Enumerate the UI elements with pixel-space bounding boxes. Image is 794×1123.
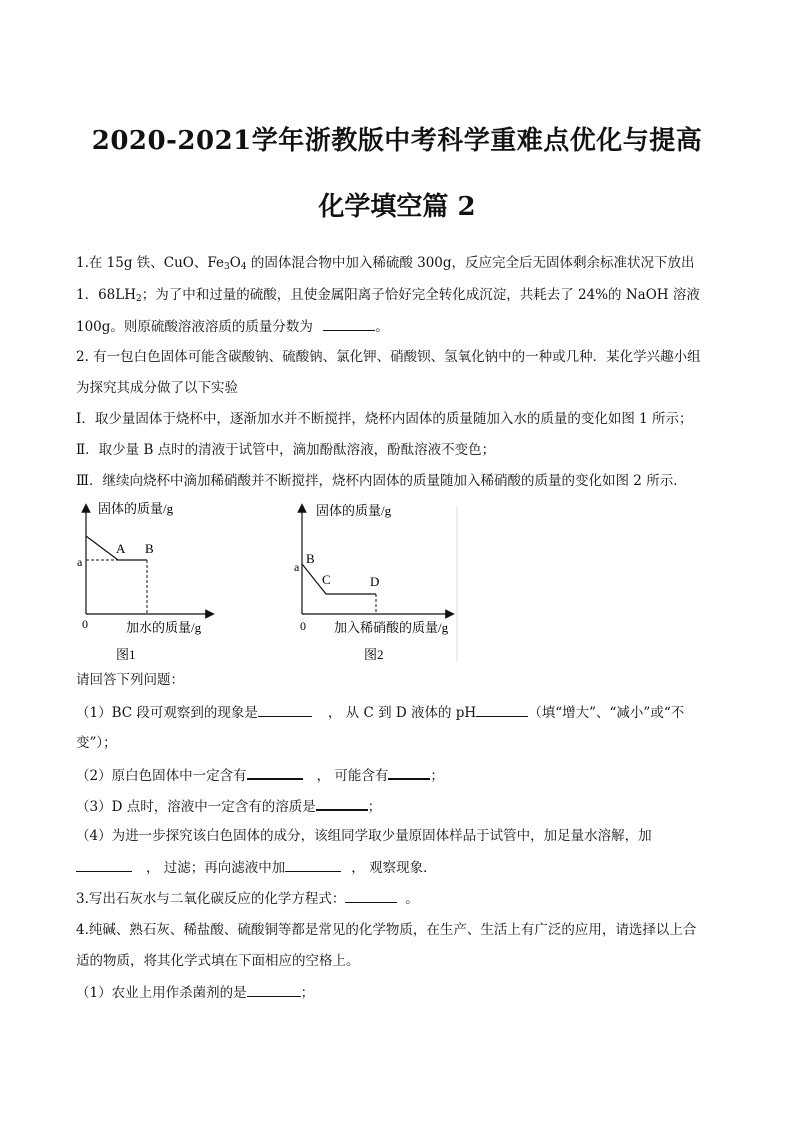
q1-line3 [76, 316, 389, 337]
answer-blank[interactable] [285, 857, 341, 872]
fig2-point-C: C [322, 572, 331, 587]
fig1-origin: 0 [82, 617, 88, 631]
q2-text: ； [367, 799, 382, 815]
document-title-line1: 2020-2021学年浙教版中考科学重难点优化与提高 [91, 126, 703, 156]
fig1-point-B: B [145, 541, 154, 556]
q2-step2: Ⅱ．取少量 B 点时的清液于试管中，滴加酚酞溶液，酚酞溶液不变色； [76, 442, 496, 458]
fig2-curve [302, 564, 376, 594]
q2-line2: 为探究其成分做了以下实验 [76, 380, 238, 396]
q1-text: 100g。则原硫酸溶液溶质的质量分数为 [76, 319, 313, 335]
q2-sub3 [76, 795, 381, 817]
fig2-ylabel: 固体的质量/g [316, 503, 392, 518]
answer-blank[interactable] [388, 764, 430, 780]
fig2-a-label: a [294, 560, 300, 574]
answer-blank[interactable] [476, 702, 528, 717]
document-title-line2: 化学填空篇 2 [318, 192, 476, 222]
fig1-point-A: A [116, 541, 126, 556]
q4-sub1 [76, 982, 314, 1003]
q1-text: 1．68LH [76, 287, 137, 303]
q2-sub4-line1: （4）为进一步探究该白色固体的成分，该组同学取少量原固体样品于试管中，加足量水溶解，加 [76, 828, 652, 844]
figure-2 [290, 496, 465, 666]
q1-line2 [76, 285, 700, 309]
q2-text: （2）原白色固体中一定含有 [76, 768, 247, 784]
answer-blank[interactable] [323, 316, 375, 331]
q2-text: ， 从 C 到 D 液体的 pH [327, 705, 477, 721]
q2-text: ， 过滤；再向滤液中加 [146, 860, 286, 876]
fig1-xlabel: 加水的质量/g [126, 620, 202, 635]
q1-text: 的固体混合物中加入稀硫酸 300g，反应完全后无固体剩余标准状况下放出 [246, 255, 695, 271]
q2-text: ， 可能含有 [316, 768, 389, 784]
answer-blank[interactable] [258, 702, 312, 717]
figure-1 [70, 496, 230, 666]
answer-blank[interactable] [345, 888, 397, 903]
q4-line2: 适的物质，将其化学式填在下面相应的空格上。 [76, 953, 360, 969]
q1-text: ；为了中和过量的硫酸，且使金属阳离子恰好完全转化成沉淀，共耗去了 24%的 NaOH 溶液 [141, 287, 700, 303]
fig2-caption: 图2 [364, 647, 384, 662]
q2-step1: Ⅰ．取少量固体于烧杯中，逐渐加水并不断搅拌，烧杯内固体的质量随加入水的质量的变化如图 1 所示； [76, 411, 693, 427]
q4-text: （1）农业上用作杀菌剂的是 [76, 985, 247, 1001]
fig2-xlabel: 加入稀硝酸的质量/g [334, 620, 449, 635]
q1-text: O [229, 255, 241, 271]
fig1-ylabel: 固体的质量/g [98, 501, 174, 516]
q3-text: 。 [405, 891, 419, 907]
answer-blank[interactable] [316, 795, 368, 811]
q2-sub4-line2 [76, 857, 437, 878]
q2-sub1-line1 [76, 702, 684, 723]
q2-prompt: 请回答下列问题： [76, 672, 184, 688]
q2-text: （3）D 点时，溶液中一定含有的溶质是 [76, 799, 316, 815]
q2-text: ； [430, 768, 444, 784]
answer-blank[interactable] [76, 857, 132, 872]
q1-line1 [76, 253, 695, 277]
q1-text: 1.在 15g 铁、CuO、Fe [76, 255, 224, 271]
q2-text: （填“增大”、“减小”或“不 [528, 705, 685, 721]
q2-text: ， 观察现象． [351, 860, 437, 876]
q4-text: ； [300, 985, 315, 1001]
q3-text: 3.写出石灰水与二氧化碳反应的化学方程式： [76, 891, 346, 907]
fig2-point-B: B [306, 551, 315, 566]
q3-line [76, 888, 419, 909]
fig1-a-label: a [77, 555, 83, 569]
q2-sub2 [76, 764, 444, 786]
subscript: 2 [136, 294, 142, 304]
q1-text: 。 [375, 319, 389, 335]
fig1-caption: 图1 [116, 647, 136, 662]
q2-line1: 2. 有一包白色固体可能含碳酸钠、硫酸钠、氯化钾、硝酸钡、氢氧化钠中的一种或几种．某化学兴趣小组 [76, 349, 701, 365]
fig2-origin: 0 [300, 619, 306, 633]
q2-step3: Ⅲ．继续向烧杯中滴加稀硝酸并不断搅拌，烧杯内固体的质量随加入稀硝酸的质量的变化如图 2 所示． [76, 473, 687, 489]
subscript: 4 [240, 262, 247, 272]
subscript: 3 [224, 262, 230, 272]
fig2-point-D: D [370, 574, 380, 589]
q4-line1: 4.纯碱、熟石灰、稀盐酸、硫酸铜等都是常见的化学物质，在生产、生活上有广泛的应用，请选择以上合 [76, 922, 697, 938]
answer-blank[interactable] [247, 982, 301, 997]
answer-blank[interactable] [247, 764, 303, 780]
q2-text: （1）BC 段可观察到的现象是 [76, 705, 258, 721]
q2-sub1-line2: 变”）； [76, 735, 117, 751]
